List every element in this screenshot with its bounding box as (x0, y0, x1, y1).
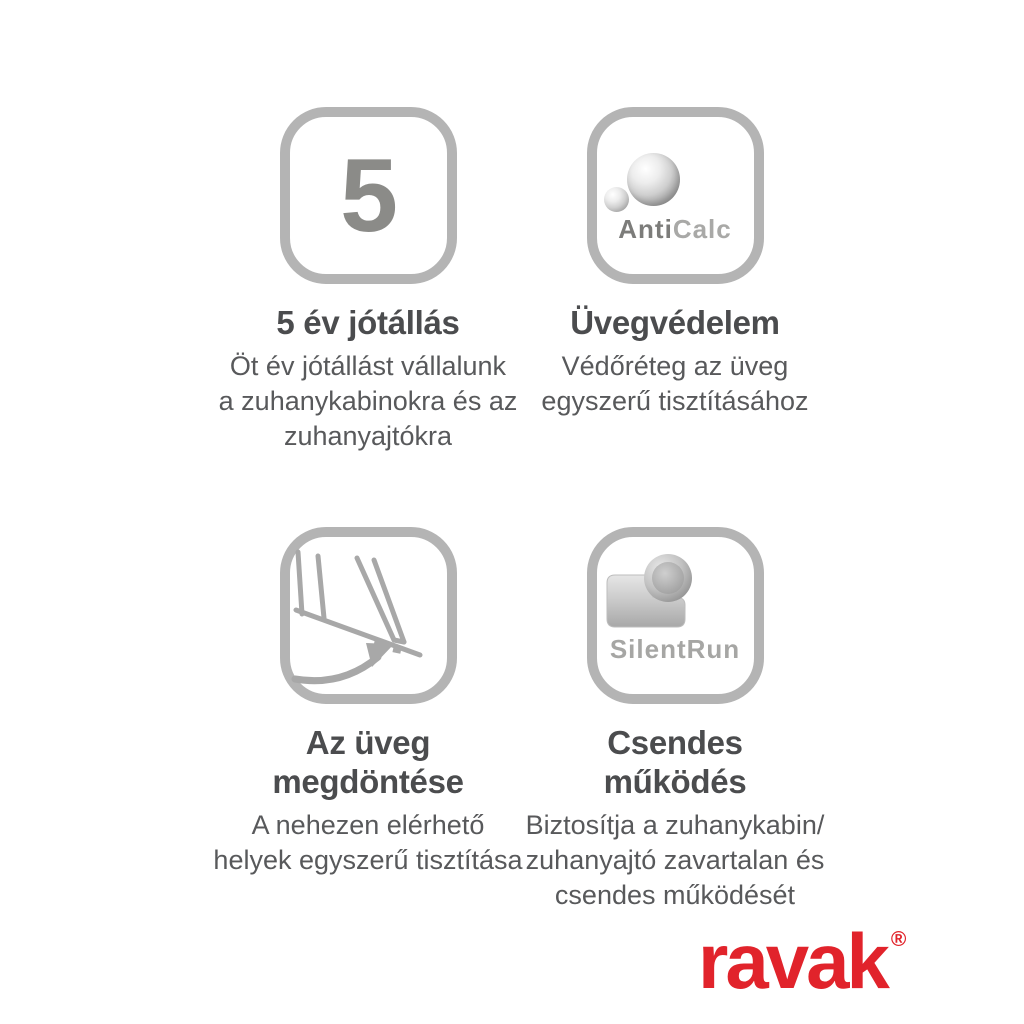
feature-card-glass-tilting (208, 527, 528, 878)
feature-card-warranty (208, 107, 528, 453)
roller-block-drawing (597, 537, 754, 694)
registered-mark-icon: ® (890, 928, 907, 951)
feature-description: Védőréteg az üveg egyszerű tisztításához (541, 350, 809, 416)
feature-title: Csendes működés (603, 724, 747, 800)
feature-description: Öt év jótállást vállalunk a zuhanykabinokra és az zuhanyajtókra (218, 350, 518, 451)
feature-card-glass-protection (515, 107, 835, 419)
water-drop-large-icon (627, 153, 680, 206)
feature-description: A nehezen elérhető helyek egyszerű tisztítása (213, 809, 523, 875)
silentrun-roller-icon (587, 527, 764, 704)
feature-title: Az üveg megdöntése (272, 724, 464, 800)
feature-title: 5 év jótállás (276, 304, 460, 341)
badge-number: 5 (340, 137, 396, 254)
silentrun-label: SilentRun (609, 634, 741, 664)
tilted-glass-drawing (290, 537, 447, 694)
anticalc-label: AntiCalc (618, 214, 732, 244)
tilted-glass-icon (280, 527, 457, 704)
water-drop-small-icon (604, 187, 629, 212)
feature-card-silent-run (515, 527, 835, 912)
ravak-logo-text: ravak (698, 917, 887, 1005)
anticalc-bubbles-icon (587, 107, 764, 284)
feature-description: Biztosítja a zuhanykabin/ zuhanyajtó zavartalan és csendes működését (525, 809, 825, 910)
five-years-badge-icon (280, 107, 457, 284)
feature-title: Üvegvédelem (570, 304, 780, 341)
ravak-logo (698, 917, 907, 1005)
